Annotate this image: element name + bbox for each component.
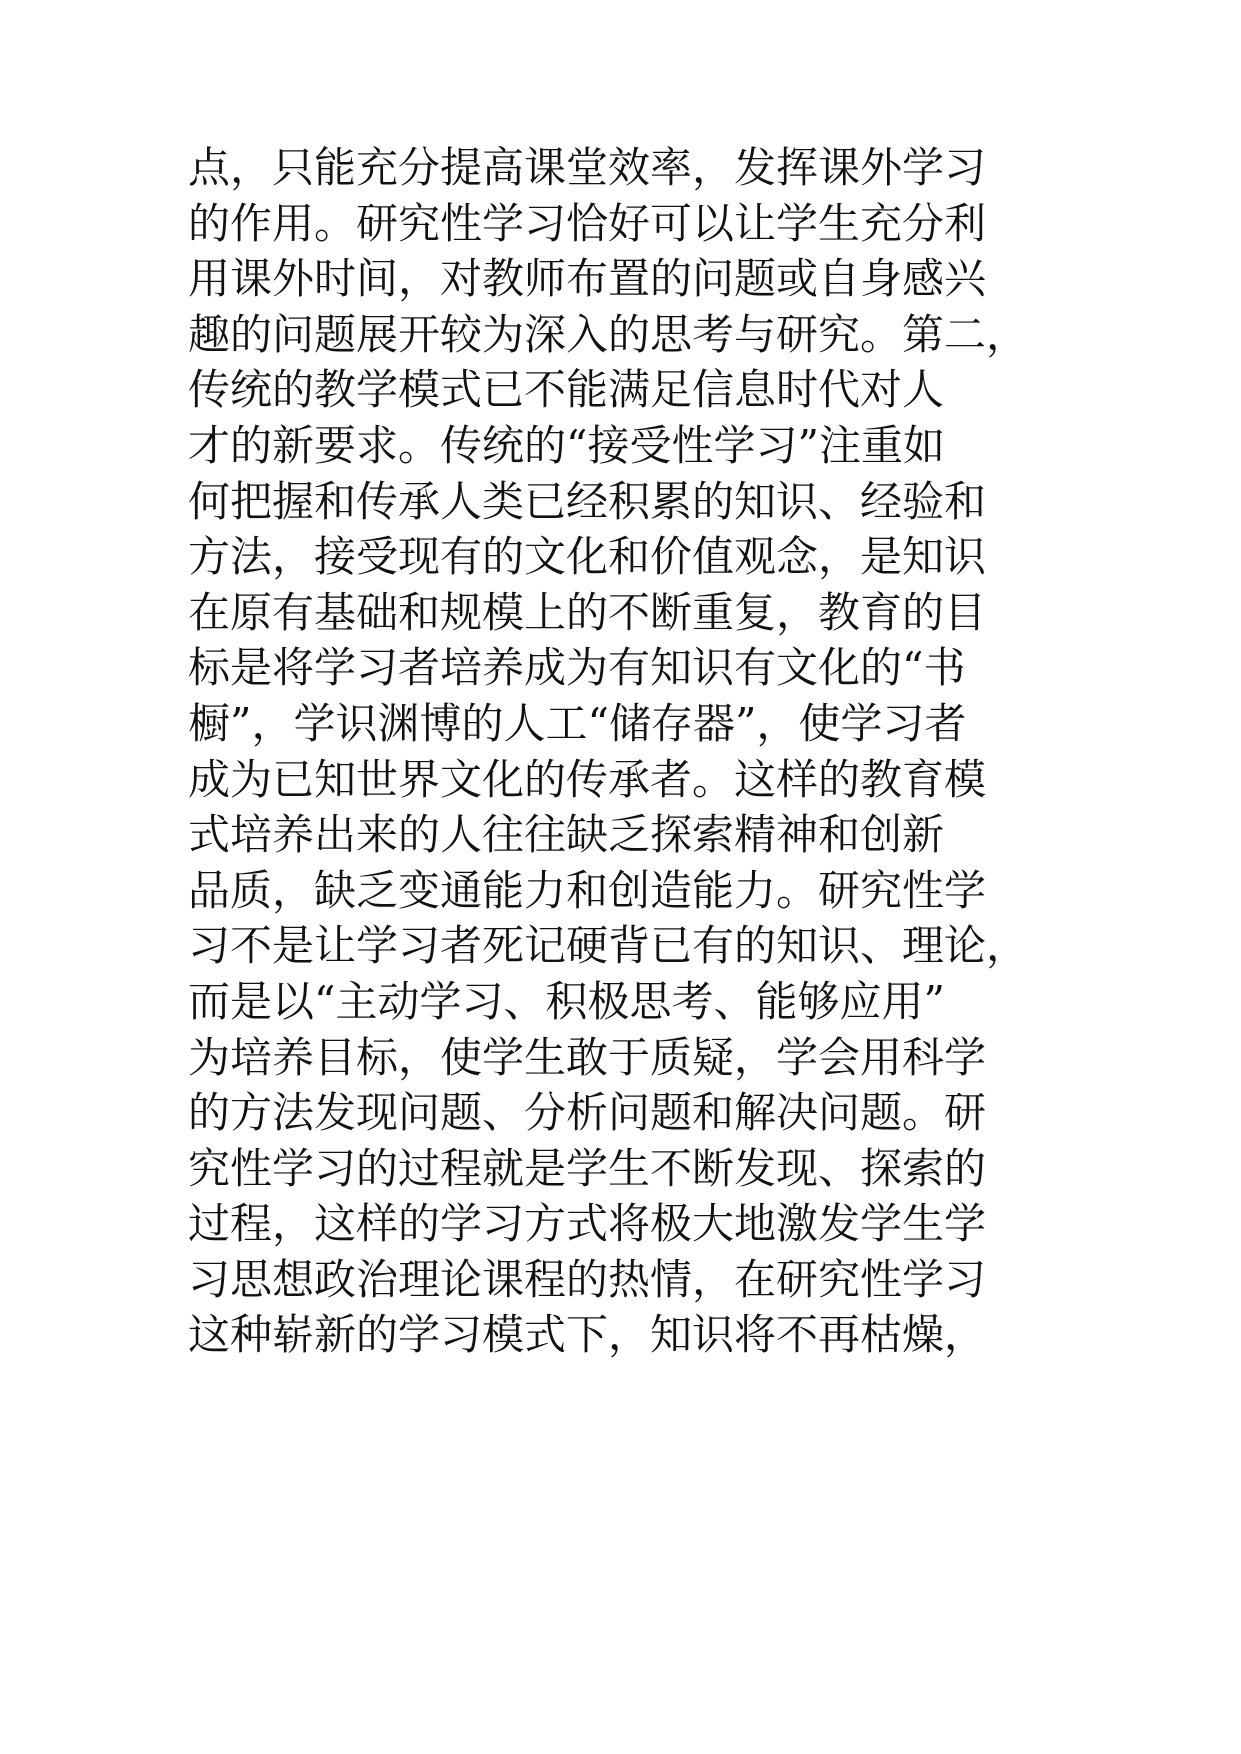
body-text — [188, 140, 1088, 1363]
text-line: 点，只能充分提高课堂效率，发挥课外学习 — [188, 143, 987, 192]
text-line: 橱”，学识渊博的人工“储存器”，使学习者 — [188, 698, 967, 748]
text-line: 为培养目标，使学生敢于质疑，学会用科学 — [188, 1032, 987, 1082]
text-line: 习不是让学习者死记硬背已有的知识、理论， — [188, 921, 1029, 971]
text-line: 过程，这样的学习方式将极大地激发学生学 — [188, 1199, 987, 1249]
text-line: 习思想政治理论课程的热情，在研究性学习 — [188, 1254, 987, 1304]
text-line: 才的新要求。传统的“接受性学习”注重如 — [188, 420, 945, 470]
text-line: 这种崭新的学习模式下，知识将不再枯燥， — [188, 1310, 987, 1360]
text-line: 趣的问题展开较为深入的思考与研究。第二， — [188, 309, 1029, 359]
text-line: 何把握和传承人类已经积累的知识、经验和 — [188, 476, 987, 526]
text-line: 在原有基础和规模上的不断重复，教育的目 — [188, 587, 987, 637]
text-line: 用课外时间，对教师布置的问题或自身感兴 — [188, 254, 987, 304]
text-line: 标是将学习者培养成为有知识有文化的“书 — [188, 643, 966, 693]
text-line: 品质，缺乏变通能力和创造能力。研究性学 — [188, 865, 987, 915]
text-line: 传统的教学模式已不能满足信息时代对人 — [188, 365, 945, 415]
text-line: 式培养出来的人往往缺乏探索精神和创新 — [188, 810, 945, 860]
text-line: 方法，接受现有的文化和价值观念，是知识 — [188, 532, 987, 582]
text-line: 的作用。研究性学习恰好可以让学生充分利 — [188, 198, 987, 248]
text-line: 的方法发现问题、分析问题和解决问题。研 — [188, 1088, 987, 1138]
text-line: 而是以“主动学习、积极思考、能够应用” — [188, 976, 945, 1026]
text-line: 究性学习的过程就是学生不断发现、探索的 — [188, 1143, 987, 1193]
text-line: 成为已知世界文化的传承者。这样的教育模 — [188, 754, 987, 804]
